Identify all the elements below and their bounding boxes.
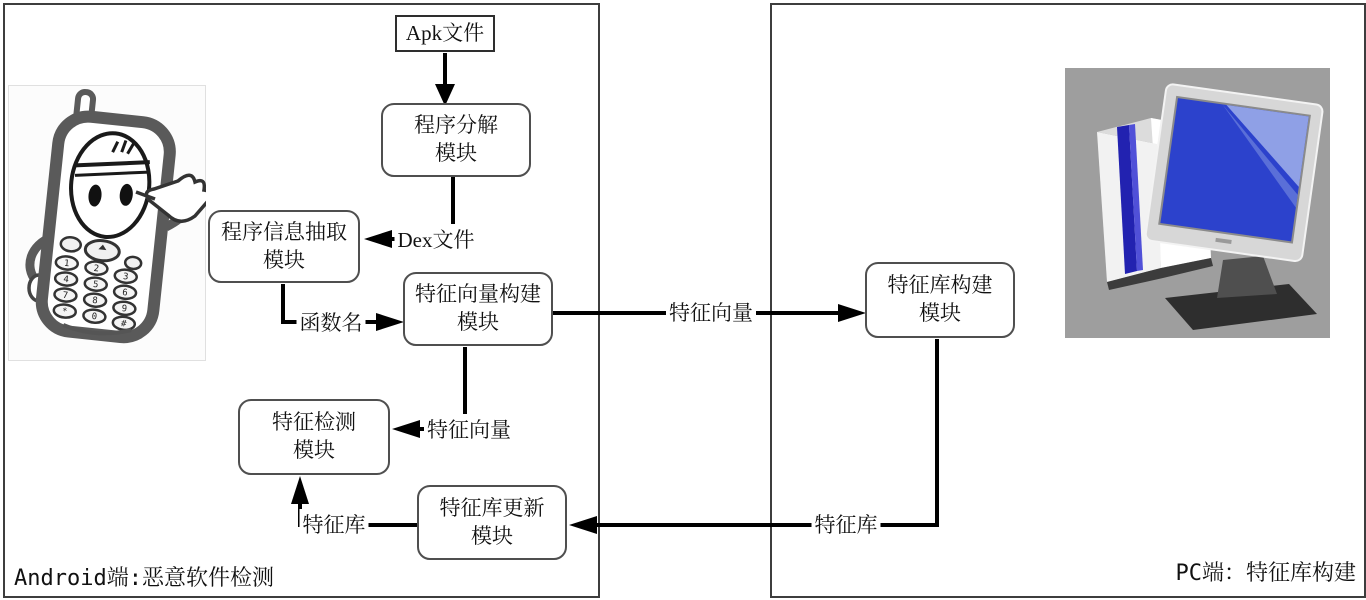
node-feature-lib-update	[417, 485, 567, 560]
node-feature-detect	[238, 399, 390, 475]
svg-text:8: 8	[91, 295, 99, 307]
node-feature-lib-build	[865, 262, 1015, 338]
edge-label-function-name: 函数名	[297, 307, 366, 337]
svg-text:0: 0	[91, 311, 98, 323]
svg-text:3: 3	[122, 271, 129, 283]
svg-text:#: #	[120, 319, 127, 330]
arrow-libbuild-to-update	[597, 339, 937, 525]
pc-panel-caption: PC端：特征库构建	[1175, 561, 1356, 586]
android-panel-caption: Android端:恶意软件检测	[14, 566, 274, 591]
node-feature-lib-update-line2: 模块	[471, 523, 513, 548]
node-feature-vector-build	[403, 272, 553, 346]
svg-text:5: 5	[92, 279, 99, 291]
node-feature-detect-line1: 特征检测	[272, 410, 356, 435]
node-program-decompose	[381, 103, 531, 177]
arrowhead-right-libbuild	[838, 304, 866, 322]
arrowhead-left-detect	[392, 420, 420, 438]
svg-text:7: 7	[62, 290, 69, 302]
edge-label-feature-vector-to-pc: 特征向量	[666, 297, 756, 327]
node-apk-file	[395, 15, 495, 52]
node-feature-lib-update-line1: 特征库更新	[439, 495, 545, 520]
node-program-info-extract-line1: 程序信息抽取	[221, 219, 347, 244]
svg-text:1: 1	[63, 258, 70, 270]
svg-text:2: 2	[93, 263, 100, 275]
edge-label-dex-file: Dex文件	[395, 224, 478, 254]
edge-label-feature-lib-to-detect: 特征库	[300, 509, 369, 539]
node-feature-lib-build-line2: 模块	[919, 301, 961, 325]
node-feature-detect-line2: 模块	[293, 438, 335, 462]
svg-text:*: *	[61, 306, 68, 318]
arrowhead-left-update	[569, 516, 597, 534]
node-feature-vector-build-line2: 模块	[457, 310, 499, 334]
node-feature-lib-build-line1: 特征库构建	[887, 273, 993, 298]
node-program-info-extract-line2: 模块	[263, 247, 305, 272]
node-program-decompose-line1: 程序分解	[414, 113, 498, 138]
svg-text:6: 6	[121, 287, 129, 299]
svg-text:4: 4	[62, 274, 70, 286]
svg-text:9: 9	[121, 304, 128, 315]
node-feature-vector-build-line1: 特征向量构建	[415, 282, 541, 307]
node-apk-file-label: Apk文件	[405, 20, 485, 45]
node-program-decompose-line2: 模块	[435, 141, 477, 165]
arrowhead-up-detect	[291, 476, 309, 504]
edge-label-feature-lib-to-update: 特征库	[812, 509, 881, 539]
edge-label-feature-vector-to-detect: 特征向量	[424, 414, 514, 444]
arrowhead-left-extract	[364, 230, 392, 248]
node-program-info-extract	[208, 210, 360, 283]
arrowhead-right-vectorbuild	[376, 313, 404, 331]
